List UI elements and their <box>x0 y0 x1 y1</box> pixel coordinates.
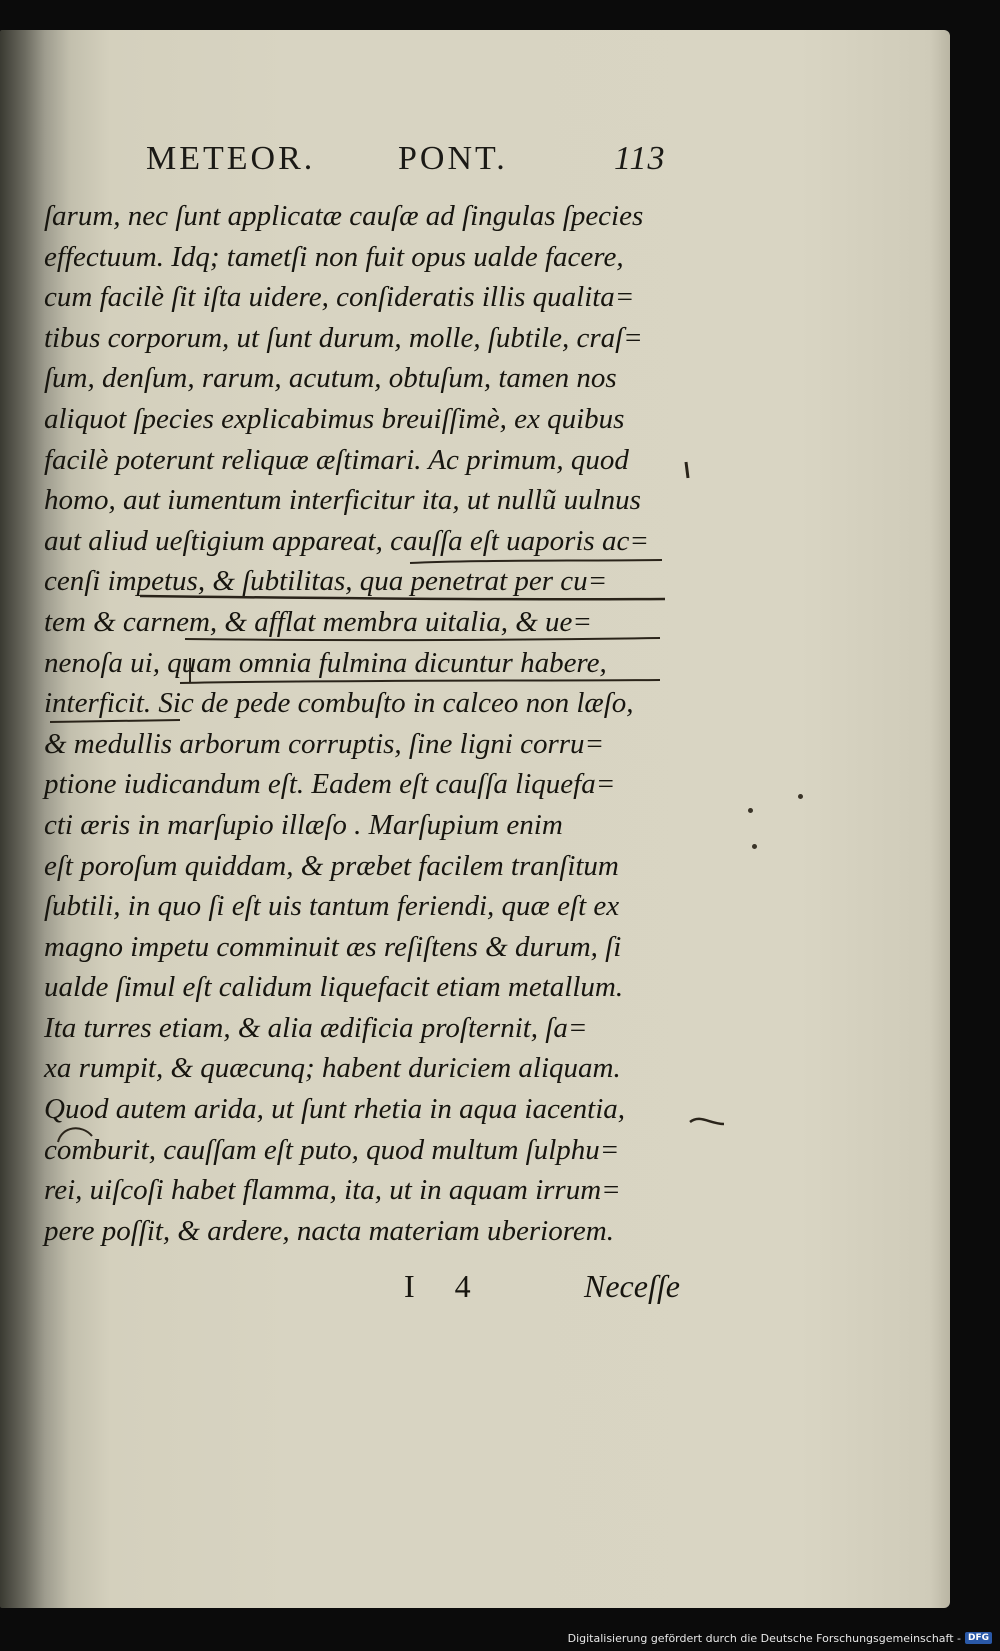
text-line: interficit. Sic de pede combuſto in calceo non læſo, <box>44 687 634 720</box>
margin-dot <box>748 808 753 813</box>
text-line: effectuum. Idq; tametſi non fuit opus ualde facere, <box>44 240 624 273</box>
running-title-middle: PONT. <box>398 140 508 177</box>
footer-credit <box>568 1631 992 1645</box>
text-line: aut aliud ueſtigium appareat, cauſſa eſt uaporis ac= <box>44 524 649 557</box>
text-line: Ita turres etiam, & alia ædificia proſternit, ſa= <box>44 1011 588 1044</box>
text-line: xa rumpit, & quæcunq; habent duriciem aliquam. <box>44 1052 621 1085</box>
text-line: cum facilè ſit iſta uidere, conſideratis illis qualita= <box>44 281 635 314</box>
text-line: cenſi impetus, & ſubtilitas, qua penetrat per cu= <box>44 565 608 598</box>
signature-mark: I 4 <box>404 1268 487 1304</box>
text-line: nenoſa ui, quam omnia fulmina dicuntur habere, <box>44 646 607 679</box>
text-line: ſubtili, in quo ſi eſt uis tantum feriendi, quæ eſt ex <box>44 890 620 923</box>
margin-dot <box>798 794 803 799</box>
text-line: comburit, cauſſam eſt puto, quod multum ſulphu= <box>44 1133 620 1166</box>
text-line: magno impetu comminuit æs reſiſtens & durum, ſi <box>44 930 622 963</box>
text-line: eſt poroſum quiddam, & præbet facilem tranſitum <box>44 849 619 882</box>
dfg-logo: DFG <box>965 1632 992 1644</box>
running-title-left: METEOR. <box>146 140 316 177</box>
text-line: cti æris in marſupio illæſo . Marſupium enim <box>44 808 563 841</box>
text-line: homo, aut iumentum interficitur ita, ut nullũ uulnus <box>44 484 641 517</box>
text-line: ualde ſimul eſt calidum liquefacit etiam metallum. <box>44 971 624 1004</box>
text-line: facilè poterunt reliquæ æſtimari. Ac primum, quod <box>44 443 629 476</box>
text-line: & medullis arborum corruptis, ſine ligni corru= <box>44 727 605 760</box>
catchword: Neceſſe <box>584 1268 680 1304</box>
text-line: ſarum, nec ſunt applicatæ cauſæ ad ſingulas ſpecies <box>44 200 644 232</box>
text-line: Quod autem arida, ut ſunt rhetia in aqua iacentia, <box>44 1093 626 1126</box>
text-line: ptione iudicandum eſt. Eadem eſt cauſſa liquefa= <box>44 768 616 801</box>
text-line: ſum, denſum, rarum, acutum, obtuſum, tamen nos <box>44 362 617 395</box>
text-line: tibus corporum, ut ſunt durum, molle, ſubtile, craſ= <box>44 321 643 354</box>
text-line: rei, uiſcoſi habet flamma, ita, ut in aquam irrum= <box>44 1174 621 1207</box>
text-line: aliquot ſpecies explicabimus breuiſſimè, ex quibus <box>44 402 625 435</box>
footer-text: Digitalisierung gefördert durch die Deutsche Forschungsgemeinschaft - <box>567 1631 961 1645</box>
margin-dot <box>752 844 757 849</box>
text-line: tem & carnem, & afflat membra uitalia, & ue= <box>44 605 592 638</box>
page-number: 113 <box>614 140 666 177</box>
text-line: pere poſſit, & ardere, nacta materiam uberiorem. <box>44 1214 614 1247</box>
